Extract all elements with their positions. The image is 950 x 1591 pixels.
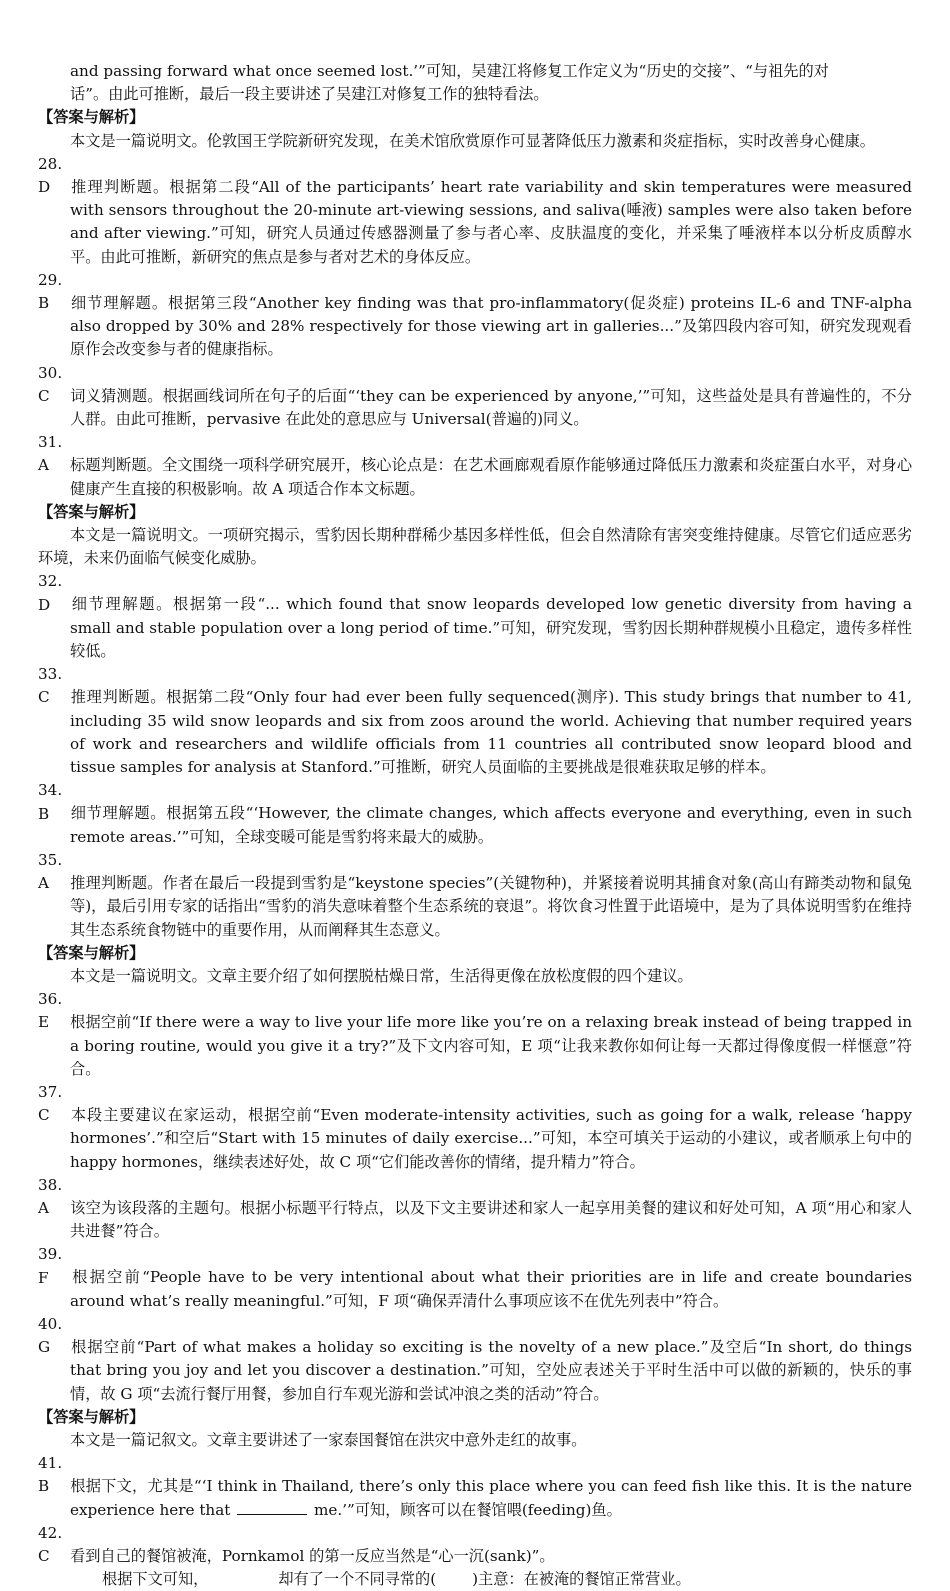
item-number: 34. B xyxy=(38,781,63,823)
section-intro: 本文是一篇说明文。一项研究揭示，雪豹因长期种群稀少基因多样性低，但会自然清除有害突变维持健康。尽管它们适应恶劣环境，未来仍面临气候变化威胁。 xyxy=(38,526,912,568)
answer-item-41 xyxy=(38,1452,912,1522)
item-text: 推理判断题。根据第二段“Only four had ever been fully sequenced(测序). This study brings that number to 41, including 35 wild snow leopards and six from zoos around the world. Achieving that number required years of work and researchers and wildlife officials from 11 countries all contributed snow leopard blood and tissue samples for analysis at Stanford.”可推断，研究人员面临的主要挑战是很难获取足够的样本。 xyxy=(70,688,912,777)
section-heading: 【答案与解析】 xyxy=(38,502,145,521)
item-number: 29. B xyxy=(38,270,63,313)
item-text: 细节理解题。根据第三段“Another key finding was that pro-inflammatory(促炎症) proteins IL-6 and TNF-alpha also dropped by 30% and 28% respectively for those viewing art in galleries...”及第四段内容可知，研究发现观看原作会改变参与者的健康指标。 xyxy=(70,294,912,359)
item-text: 根据下文，尤其是“‘I think in Thailand, there’s only this place where you can feed fish like this. It is the nature experience here that xyxy=(70,1477,912,1519)
item-text: 根据空前“If there were a way to live your life more like you’re on a relaxing break instead of being trapped in a boring routine, would you give it a try?”及下文内容可知，E 项“让我来教你如何让每一天都过得像度假一样惬意”符合。 xyxy=(70,1013,912,1078)
header-line-2: 话”。由此可推断，最后一段主要讲述了吴建江对修复工作的独特看法。 xyxy=(70,85,549,104)
answer-item-32 xyxy=(38,570,912,663)
final-line xyxy=(38,1568,912,1591)
item-text: 根据空前“People have to be very intentional about what their priorities are in life and create boundaries around what’s really meaningful.”可知，F 项“确保弄清什么事项应该不在优先列表中”符合。 xyxy=(70,1268,912,1310)
answer-item-29 xyxy=(38,269,912,362)
answer-section-2 xyxy=(38,501,912,942)
item-text: 细节理解题。根据第五段“‘However, the climate changes, which affects everyone and everything, even in such remote areas.’”可知，全球变暖可能是雪豹将来最大的威胁。 xyxy=(70,804,912,846)
answer-item-28 xyxy=(38,153,912,269)
item-text: 本段主要建议在家运动，根据空前“Even moderate-intensity activities, such as going for a walk, release ‘happy hormones’.”和空后“Start with 15 minutes of daily exercise...”可知，本空可填关于运动的小建议，或者顺承上句中的 happy hormones，继续表述好处，故 C 项“它们能改善你的情绪，提升精力”符合。 xyxy=(70,1106,912,1171)
continued-paragraph xyxy=(38,60,912,106)
item-text: 看到自己的餐馆被淹，Pornkamol 的第一反应当然是“心一沉(sank)”。 xyxy=(70,1547,555,1565)
answer-item-30 xyxy=(38,362,912,432)
section-heading: 【答案与解析】 xyxy=(38,1407,145,1426)
item-text: 细节理解题。根据第一段“... which found that snow leopards developed low genetic diversity from having a small and stable population over a long period of time.”可知，研究发现，雪豹因长期种群规模小且稳定，遗传多样性较低。 xyxy=(70,595,912,661)
item-number: 40. G xyxy=(38,1314,63,1357)
answer-item-39 xyxy=(38,1243,912,1313)
answer-item-42 xyxy=(38,1522,912,1568)
section-heading: 【答案与解析】 xyxy=(38,943,145,962)
final-line-part-3: )主意：在被淹的餐馆正常营业。 xyxy=(472,1570,691,1589)
section-intro: 本文是一篇记叙文。文章主要讲述了一家泰国餐馆在洪灾中意外走红的故事。 xyxy=(70,1430,587,1449)
item-text: 该空为该段落的主题句。根据小标题平行特点，以及下文主要讲述和家人一起享用美餐的建议和好处可知，A 项“用心和家人共进餐”符合。 xyxy=(70,1198,912,1241)
item-number: 38. A xyxy=(38,1175,63,1217)
item-text: me.’”可知，顾客可以在餐馆喂(feeding)鱼。 xyxy=(314,1500,622,1519)
item-number: 32. D xyxy=(38,572,63,614)
item-number: 36. E xyxy=(38,990,63,1032)
answer-item-34 xyxy=(38,779,912,849)
fill-blank xyxy=(237,1500,307,1515)
item-number: 42. C xyxy=(38,1523,63,1565)
section-intro: 本文是一篇说明文。文章主要介绍了如何摆脱枯燥日常，生活得更像在放松度假的四个建议。 xyxy=(70,966,693,985)
answer-item-40 xyxy=(38,1313,912,1406)
answer-item-33 xyxy=(38,663,912,779)
answer-section-4 xyxy=(38,1406,912,1591)
item-number: 28. D xyxy=(38,154,63,197)
final-line-part-1: 根据下文可知， xyxy=(102,1570,209,1589)
item-text: 词义猜测题。根据画线词所在句子的后面“‘they can be experienced by anyone,’”可知，这些益处是具有普遍性的，不分人群。由此可推断，pervasive 在此处的意思应与 Universal(普遍的)同义。 xyxy=(70,386,912,429)
item-number: 39. F xyxy=(38,1245,63,1287)
answer-item-36 xyxy=(38,988,912,1081)
item-number: 41. B xyxy=(38,1454,63,1496)
answer-item-31 xyxy=(38,431,912,501)
answer-item-38 xyxy=(38,1174,912,1244)
item-number: 31. A xyxy=(38,433,63,475)
answer-item-37 xyxy=(38,1081,912,1174)
section-heading: 【答案与解析】 xyxy=(38,108,145,127)
item-text: 推理判断题。作者在最后一段提到雪豹是“keystone species”(关键物种)，并紧接着说明其捕食对象(高山有蹄类动物和鼠兔等)，最后引用专家的话指出“雪豹的消失意味着整个生态系统的衰退”。将饮食习性置于此语境中，是为了具体说明雪豹在维持其生态系统食物链中的重要作用，从而阐释其生态意义。 xyxy=(70,874,912,939)
item-number: 30. C xyxy=(38,363,63,405)
item-number: 35. A xyxy=(38,850,63,893)
item-number: 33. C xyxy=(38,665,63,707)
answer-section-3 xyxy=(38,942,912,1406)
item-text: 根据空前“Part of what makes a holiday so exciting is the novelty of a new place.”及空后“In short, do things that bring you joy and let you discover a destination.”可知，空处应表述关于平时生活中可以做的新颖的，快乐的事情，故 G 项“去流行餐厅用餐，参加自行车观光游和尝试冲浪之类的活动”符合。 xyxy=(70,1338,912,1403)
section-intro: 本文是一篇说明文。伦敦国王学院新研究发现，在美术馆欣赏原作可显著降低压力激素和炎症指标，实时改善身心健康。 xyxy=(70,131,875,150)
item-text: 标题判断题。全文围绕一项科学研究展开，核心论点是：在艺术画廊观看原作能够通过降低压力激素和炎症蛋白水平，对身心健康产生直接的积极影响。故 A 项适合作本文标题。 xyxy=(70,456,912,498)
final-line-part-2: 却有了一个不同寻常的( xyxy=(278,1570,437,1589)
answer-section-1 xyxy=(38,106,912,500)
header-line-1: and passing forward what once seemed lost.’”可知，吴建江将修复工作定义为“历史的交接”、“与祖先的对 xyxy=(70,62,829,80)
item-number: 37. C xyxy=(38,1082,63,1125)
answer-item-35 xyxy=(38,849,912,942)
item-text: 推理判断题。根据第二段“All of the participants’ heart rate variability and skin temperatures were measured with sensors throughout the 20-minute art-viewing sessions, and saliva(唾液) samples were also taken before and after viewing.”可知，研究人员通过传感器测量了参与者心率、皮肤温度的变化，并采集了唾液样本以分析皮质醇水平。由此可推断，新研究的焦点是参与者对艺术的身体反应。 xyxy=(70,178,912,266)
